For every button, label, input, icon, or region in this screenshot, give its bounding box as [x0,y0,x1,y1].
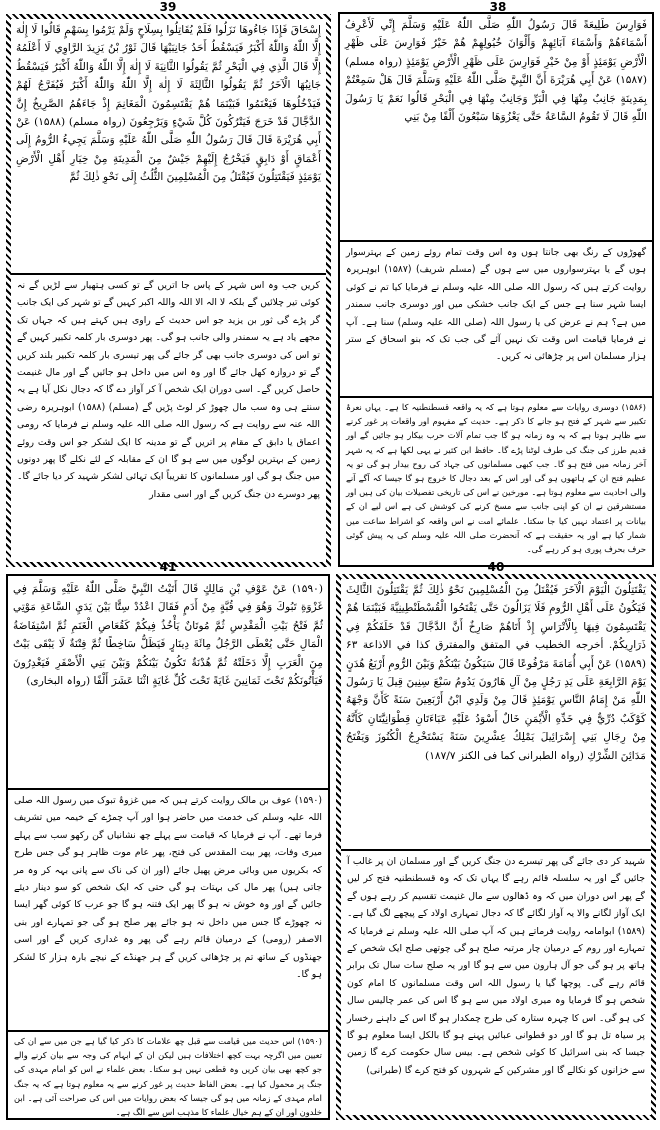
hadith-arabic-text: إِسْحَاقَ فَإِذَا جَاءُوهَا نَزَلُوا فَلَمْ يُقَاتِلُوا بِسِلَاحٍ وَلَمْ يَرْمُوا بِسَهْمٍ قَالُوا لَا إِلٰهَ إِلَّا اللّٰهُ وَاللّٰهُ أَكْبَرُ فَيَسْقُطُ أَحَدُ جَانِبَيْهَا قَالَ ثَوْرُ بْنُ يَزِيدَ الرَّاوِي لَا أَعْلَمُهُ إِلَّا قَالَ الَّذِي فِي الْبَحْرِ ثُمَّ يَقُولُوا الثَّانِيَةَ لَا إِلٰهَ إِلَّا اللّٰهُ وَاللّٰهُ أَكْبَرُ فَيَسْقُطُ جَانِبُهَا الْآخَرُ ثُمَّ يَقُولُوا الثَّالِثَةَ لَا إِلٰهَ إِلَّا اللّٰهُ وَاللّٰهُ أَكْبَرُ فَيُفَرَّجُ لَهُمْ فَيَدْخُلُوهَا فَيَغْنَمُوا فَبَيْنَمَا هُمْ يَقْتَسِمُونَ الْمَغَانِمَ إِذْ جَاءَهُمُ الصَّرِيخُ إِنَّ الدَّجَّالَ قَدْ خَرَجَ فَيَتْرُكُونَ كُلَّ شَيْءٍ وَيَرْجِعُونَ (رواہ مسلم) (۱۵۸۸) عَنْ أَبِي هُرَيْرَةَ قَالَ قَالَ رَسُولُ اللّٰهِ صَلَّى اللّٰهُ عَلَيْهِ وَسَلَّمَ يَجِيءُ الرُّومُ إِلَى أَعْمَاقٍ أَوْ دَابِقٍ فَيَخْرُجُ إِلَيْهِمْ جَيْشٌ مِنَ الْمَدِينَةِ مِنْ خِيَارِ أَهْلِ الْأَرْضِ يَوْمَئِذٍ فَيَقْتَتِلُونَ فَيُقْتَلُ مِنَ الْمُسْلِمِينَ الثُّلُثُ إِلَى نَحْوِ ذٰلِكَ ثُمَّ [16,24,321,184]
hadith-arabic-text: يَقْتَتِلُونَ الْيَوْمَ الْآخَرَ فَيُقْتَلُ مِنَ الْمُسْلِمِينَ نَحْوُ ذٰلِكَ ثُمَّ يَقْتَتِلُونَ الثَّالِثَ فَيَكُونُ عَلَى أَهْلِ الرُّومِ فَلَا يَزَالُونَ حَتَّى يَفْتَحُوا الْقُسْطَنْطِينِيَّةَ فَبَيْنَمَا هُمْ يَقْتَسِمُونَ فِيهَا بِالْأَتْرَاسِ إِذْ أَتَاهُمْ صَارِخٌ أَنَّ الدَّجَّالَ قَدْ خَلَفَكُمْ فِي ذَرَارِيكُمْ. أخرجه الخطيب في المتفق والمفترق كذا في الاذاعة ۶۳ (۱۵۸۹) عَنْ أَبِي أُمَامَةَ مَرْفُوعًا قَالَ سَيَكُونُ بَيْنَكُمْ وَبَيْنَ الرُّومِ أَرْبَعُ هُدَنٍ يَوْمَ الرَّابِعَةِ عَلَى يَدِ رَجُلٍ مِنْ آلِ هَارُونَ يَدُومُ سَبْعَ سِنِينَ قِيلَ يَا رَسُولَ اللّٰهِ مَنْ إِمَامُ النَّاسِ يَوْمَئِذٍ قَالَ مِنْ وَلَدِي ابْنُ أَرْبَعِينَ سَنَةً كَأَنَّ وَجْهَهُ كَوْكَبٌ دُرِّيٌّ فِي خَدِّهِ الْأَيْمَنِ خَالٌ أَسْوَدُ عَلَيْهِ عَبَاءَتَانِ قِطْوَانِيَّتَانِ كَأَنَّهُ مِنْ رِجَالِ بَنِي إِسْرَائِيلَ يَمْلِكُ عِشْرِينَ سَنَةً يَسْتَخْرِجُ الْكُنُوزَ وَيَفْتَحُ مَدَائِنَ الشِّرْكِ (رواہ الطبرانی کما فی الکنز ۱۸۷/۷) [346,584,646,762]
page-number: 41 [159,560,177,574]
page-number: 40 [487,560,505,574]
hadith-arabic-text: فَوَارِسَ طَلِيعَةً قَالَ رَسُولُ اللّٰهِ صَلَّى اللّٰهُ عَلَيْهِ وَسَلَّمَ إِنِّي لَأَعْرِفُ أَسْمَاءَهُمْ وَأَسْمَاءَ آبَائِهِمْ وَأَلْوَانَ خُيُولِهِمْ هُمْ خَيْرُ فَوَارِسَ عَلَى ظَهْرِ الْأَرْضِ يَوْمَئِذٍ أَوْ مِنْ خَيْرِ فَوَارِسَ عَلَى ظَهْرِ الْأَرْضِ يَوْمَئِذٍ (رواہ مسلم) (۱۵۸۷) عَنْ أَبِي هُرَيْرَةَ أَنَّ النَّبِيَّ صَلَّى اللّٰهُ عَلَيْهِ وَسَلَّمَ قَالَ هَلْ سَمِعْتُمْ بِمَدِينَةٍ جَانِبٌ مِنْهَا فِي الْبَرِّ وَجَانِبٌ مِنْهَا فِي الْبَحْرِ قَالُوا نَعَمْ يَا رَسُولَ اللّٰهِ قَالَ لَا تَقُومُ السَّاعَةُ حَتَّى يَغْزُوَهَا سَبْعُونَ أَلْفًا مِنْ بَنِي [345,19,647,124]
page-41 [6,574,330,1120]
urdu-translation: (۱۵۹۰) عوف بن مالک روایت کرتے ہیں کہ میں غزوۂ تبوک میں رسول اللہ صلی اللہ علیہ وسلم کی خدمت میں حاضر ہوا اور آپ چمڑے کے خیمہ میں تشریف فرما تھے۔ آپ نے فرمایا کہ قیامت سے پہلے چھ نشانیاں گن رکھو سب سے پہلے میری وفات، پھر بیت المقدس کی فتح، پھر عام موت ظاہر ہو گی جس طرح کہ بکریوں میں وبائی مرض پھیل جائے (اور ان کی ناک سے پانی بہہ کر وہ مر جاتی ہیں) پھر مال کی بہتات ہو گی حتی کہ ایک شخص کو سو دینار دیئے جائیں گے اور وہ خوش نہ ہو گا پھر ایک فتنہ ہو گا جو عرب کا کوئی گھر ایسا نہ چھوڑے گا جس میں داخل نہ ہو جائے پھر صلح ہو گی جو تمہارے اور بنی الاصفر (رومی) کے درمیان قائم رہے گی پھر وہ غداری کریں گے اور اسی جھنڈوں کے ساتھ تم پر چڑھائی کریں گے ہر جھنڈے کے نیچے بارہ ہزار کا لشکر ہو گا۔ [14,795,322,981]
urdu-translation: کریں جب وہ اس شہر کے پاس جا اتریں گے تو کسی ہتھیار سے لڑیں گے نہ کوئی تیر چلائیں گے بلکہ لا الہ الا اللہ واللہ اکبر کہیں گے تو شہر کی ایک جانب گر پڑے گی ثور بن یزید جو اس حدیث کے راوی ہیں کہتے ہیں کہ جہاں تک مجھے یاد ہے یہ سمندر والی جانب ہو گی۔ پھر دوسری بار کلمہ تکبیر کہیں گے تو اس کی دوسری جانب بھی گر جائے گی پھر تیسری بار کلمہ تکبیر بلند کریں گے تو دروازہ کھل جائے گا اور وہ اس میں داخل ہو جائیں گے اور مال غنیمت حاصل کریں گے۔ اسی دوران ایک شخص آ کر آواز دے گا کہ دجال نکل آیا ہے یہ سنتے ہی وہ سب مال چھوڑ کر لوٹ پڑیں گے (مسلم) (۱۵۸۸) ابوہریرہ رضی اللہ عنہ سے روایت ہے کہ رسول اللہ صلی اللہ علیہ وسلم نے فرمایا کہ رومی اعماق یا دابق کے مقام پر اتریں گے تو مدینہ کا ایک لشکر جو اس وقت روئے زمین کے بہترین لوگوں میں سے ہو گا ان کے مقابلہ کے لئے نکلے گا پھر دونوں میں جنگ ہو گی اور مسلمانوں کا تقریباً ایک تہائی لشکر شہید کر دیا جائے گا۔ پھر دوسرے دن جنگ کریں گے اور اسی مقدار [17,280,320,500]
page-38 [338,0,654,567]
urdu-translation: گھوڑوں کے رنگ بھی جانتا ہوں وہ اس وقت تمام روئے زمین کے بہترسوار ہوں گے یا بہترسواروں میں سے ہوں گے (مسلم شریف) (۱۵۸۷) ابوہریرہ روایت کرتے ہیں کہ رسول اللہ صلی اللہ علیہ وسلم نے فرمایا کیا تم نے کوئی ایسا شہر سنا ہے جس کے ایک جانب خشکی میں اور دوسری جانب سمندر میں ہے؟ ہم نے عرض کی یا رسول اللہ (صلی اللہ علیہ وسلم) سنا ہے۔ آپ نے فرمایا قیامت اس وقت تک نہیں آئے گی جب تک کہ بنو اسحاق کے ستر ہزار مسلمان اس پر چڑھائی نہ کریں۔ [346,247,646,363]
hadith-arabic-text: (۱۵۹۰) عَنْ عَوْفِ بْنِ مَالِكٍ قَالَ أَتَيْتُ النَّبِيَّ صَلَّى اللّٰهُ عَلَيْهِ وَسَلَّمَ فِي غَزْوَةِ تَبُوكَ وَهُوَ فِي قُبَّةٍ مِنْ أَدَمٍ فَقَالَ اعْدُدْ سِتًّا بَيْنَ يَدَيِ السَّاعَةِ مَوْتِي ثُمَّ فَتْحُ بَيْتِ الْمَقْدِسِ ثُمَّ مُوتَانٌ يَأْخُذُ فِيكُمْ كَقُعَاصِ الْغَنَمِ ثُمَّ اسْتِفَاضَةُ الْمَالِ حَتَّى يُعْطَى الرَّجُلُ مِائَةَ دِينَارٍ فَيَظَلُّ سَاخِطًا ثُمَّ فِتْنَةٌ لَا يَبْقَى بَيْتٌ مِنَ الْعَرَبِ إِلَّا دَخَلَتْهُ ثُمَّ هُدْنَةٌ تَكُونُ بَيْنَكُمْ وَبَيْنَ بَنِي الْأَصْفَرِ فَيَغْدِرُونَ فَيَأْتُونَكُمْ تَحْتَ ثَمَانِينَ غَايَةً تَحْتَ كُلِّ غَايَةٍ اثْنَا عَشَرَ أَلْفًا (رواہ البخاری) [13,583,323,688]
urdu-translation: شہید کر دی جائے گی پھر تیسرے دن جنگ کریں گے اور مسلمان ان پر غالب آ جائیں گے اور یہ سلسلہ قائم رہے گا یہاں تک کہ وہ قسطنطنیہ فتح کر لیں گے پھر اس دوران میں کہ وہ ڈھالوں سے مال غنیمت تقسیم کر رہے ہوں گے ایک آواز لگانے والا یہ آواز لگائے گا کہ دجال تمہاری اولاد کے پیچھے لگ گیا ہے۔ (۱۵۸۹) ابوامامہ روایت فرماتے ہیں کہ آپ صلی اللہ علیہ وسلم نے فرمایا کہ تمہارے اور روم کے درمیان چار مرتبہ صلح ہو گی چوتھی صلح ایک شخص کے ہاتھ پر ہو گی جو آل ہارون میں سے ہو گا اور یہ صلح سات سال تک برابر قائم رہے گی۔ پوچھا گیا یا رسول اللہ اس وقت مسلمانوں کا امام کون شخص ہو گا فرمایا وہ میری اولاد میں سے ہو گا اس کی عمر چالیس سال کی ہو گی۔ اس کا چہرہ ستارہ کی طرح چمکدار ہو گا اس کے داہنے رخسار پر سیاہ تل ہو گا اور دو قطوانی عبائیں پہنے ہو گا بالکل ایسا معلوم ہو گا جیسا کہ بنی اسرائیل کا کوئی شخص ہے۔ بیس سال حکومت کرے گا زمین سے خزانوں کو نکالے گا اور مشرکین کے شہروں کو فتح کرے گا (طبرانی) [347,856,645,1076]
footnote-commentary: (۱۵۸۶) دوسری روایات سے معلوم ہوتا ہے کہ یہ واقعہ قسطنطنیہ کا ہے۔ یہاں نعرۂ تکبیر سے شہر کے فتح ہو جانے کا ذکر ہے۔ حدیث کے مفہوم اور واقعات پر غور کرنے سے ظاہر ہوتا ہے کہ یہ وہ زمانہ ہو گا جب تمام آلات حرب بیکار ہو جائیں گے اور قدیم طرز کی جنگ کی طرف لوٹنا پڑے گا۔ حافظ ابن کثیر نے یہی لکھا ہے کہ یہ شہر آخر زمانہ میں فتح ہو گا۔ جب کبھی مسلمانوں کی جہاد کی روح بیدار ہو گی تو یہ عظیم فتح ان کے ہاتھوں ہو گی اور اس کے بعد دجال کا خروج ہو گا جیسا کہ آگے آنے والی احادیث سے معلوم ہوتا ہے۔ مورخین نے اس کی تاریخی تفصیلات بیان کی ہیں اور مستشرقین نے ان کو اپنی جانب سے مسخ کرنے کی کوشش کی ہے اس لیے ان کے بیانات پر اعتماد نہیں کیا جا سکتا۔ علمائے امت نے اس واقعہ کو اشراط ساعت میں شمار کیا ہے اور یہ حقیقت ہے کہ آنحضرت صلی اللہ علیہ وسلم کی یہ پیش گوئی حرف بحرف پوری ہو کر رہے گی۔ [346,402,646,555]
page-39 [6,14,331,567]
footnote-commentary: (۱۵۹۰) اس حدیث میں قیامت سے قبل چھ علامات کا ذکر کیا گیا ہے جن میں سے ان کی تعیین میں اگرچہ بہت کچھ اختلافات ہیں لیکن ان کے ابہام کی وجہ سے بیان کرنے والے جو کچھ بھی بیان کریں وہ قطعی نہیں ہو سکتا۔ بعض علماء نے اس کو امام مہدی کی جنگ پر محمول کیا ہے۔ بعض الفاظ حدیث پر غور کرنے سے یہ معلوم ہوتا ہے کہ یہ جنگ امام مہدی کے زمانہ میں ہو گی جیسا کہ بعض روایات میں اس کی صراحت آئی ہے۔ ابن خلدون اور ان کے ہم خیال علماء کا مذہب اس سے الگ ہے۔ [14,1036,322,1118]
page-40 [336,574,656,1120]
page-number: 39 [159,0,177,14]
page-number: 38 [489,0,507,14]
